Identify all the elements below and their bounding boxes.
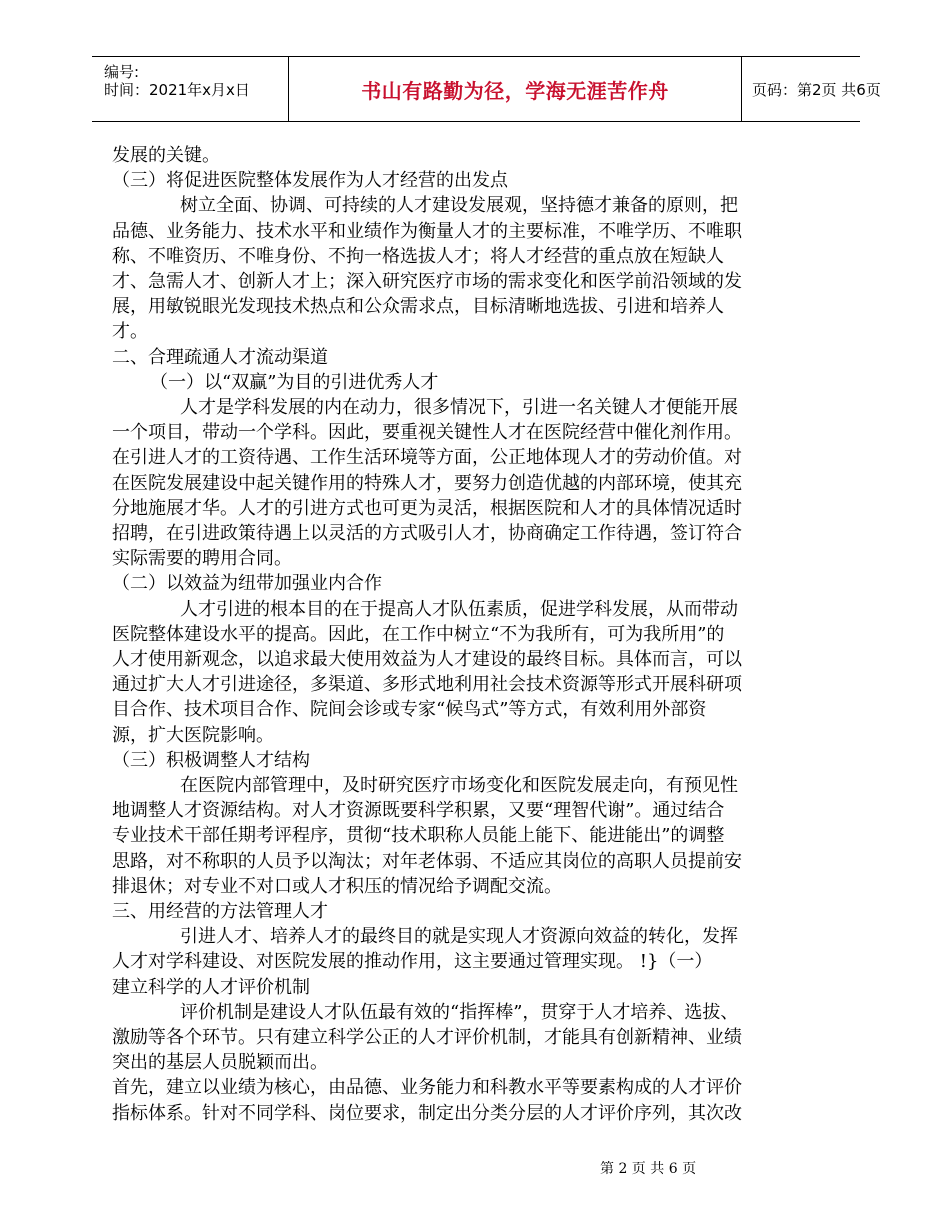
body-line: （三）积极调整人才结构 bbox=[112, 750, 310, 771]
body-line: 三、用经营的方法管理人才 bbox=[112, 901, 328, 922]
page-footer: 第 2 页 共 6 页 bbox=[600, 1161, 697, 1177]
body-line: 目合作、技术项目合作、院间会诊或专家“候鸟式”等方式，有效利用外部资 bbox=[112, 699, 707, 720]
body-line: （二）以效益为纽带加强业内合作 bbox=[112, 573, 382, 594]
body-line: 才、急需人才、创新人才上；深入研究医疗市场的需求变化和医学前沿领域的发 bbox=[112, 271, 742, 292]
header-center bbox=[288, 57, 742, 121]
body-line: 地调整人才资源结构。对人才资源既要科学积累，又要“理智代谢”。通过结合 bbox=[112, 800, 725, 821]
body-line: 称、不唯资历、不唯身份、不拘一格选拔人才；将人才经营的重点放在短缺人 bbox=[112, 246, 724, 267]
body-line: （三）将促进医院整体发展作为人才经营的出发点 bbox=[112, 170, 508, 191]
body-line: 建立科学的人才评价机制 bbox=[112, 977, 310, 998]
body-line: 专业技术干部任期考评程序，贯彻“技术职称人员能上能下、能进能出”的调整 bbox=[112, 825, 725, 846]
body-line: 树立全面、协调、可持续的人才建设发展观，坚持德才兼备的原则，把 bbox=[180, 195, 738, 216]
body-line: 展，用敏锐眼光发现技术热点和公众需求点，目标清晰地选拔、引进和培养人 bbox=[112, 296, 724, 317]
document-number-label: 编号: bbox=[104, 63, 140, 81]
body-line: 人才对学科建设、对医院发展的推动作用，这主要通过管理实现。 !}（一） bbox=[112, 951, 713, 972]
page-header bbox=[92, 56, 881, 122]
body-line: 分地施展才华。人才的引进方式也可更为灵活，根据医院和人才的具体情况适时 bbox=[112, 498, 742, 519]
body-line: 首先，建立以业绩为核心，由品德、业务能力和科教水平等要素构成的人才评价 bbox=[112, 1077, 742, 1098]
body-line: 指标体系。针对不同学科、岗位要求，制定出分类分层的人才评价序列，其次改 bbox=[112, 1103, 742, 1124]
body-line: 在医院发展建设中起关键作用的特殊人才，要努力创造优越的内部环境，使其充 bbox=[112, 473, 742, 494]
body-line: 人才引进的根本目的在于提高人才队伍素质，促进学科发展，从而带动 bbox=[180, 599, 738, 620]
body-line: 思路，对不称职的人员予以淘汰；对年老体弱、不适应其岗位的高职人员提前安 bbox=[112, 851, 742, 872]
body-line: 通过扩大人才引进途径，多渠道、多形式地利用社会技术资源等形式开展科研项 bbox=[112, 674, 742, 695]
header-left bbox=[92, 57, 292, 121]
body-line: （一）以“双赢”为目的引进优秀人才 bbox=[150, 372, 439, 393]
header-right bbox=[740, 57, 881, 121]
page-number-label: 页码：第2页 共6页 bbox=[752, 80, 881, 99]
body-line: 突出的基层人员脱颖而出。 bbox=[112, 1052, 328, 1073]
body-line: 人才是学科发展的内在动力，很多情况下，引进一名关键人才便能开展 bbox=[180, 397, 738, 418]
header-motto: 书山有路勤为径，学海无涯苦作舟 bbox=[361, 78, 669, 103]
body-line: 评价机制是建设人才队伍最有效的“指挥棒”，贯穿于人才培养、选拔、 bbox=[180, 1002, 739, 1023]
date-label: 时间：2021年x月x日 bbox=[104, 81, 250, 99]
body-line: 在医院内部管理中，及时研究医疗市场变化和医院发展走向，有预见性 bbox=[180, 775, 738, 796]
body-line: 源，扩大医院影响。 bbox=[112, 725, 274, 746]
body-line: 二、合理疏通人才流动渠道 bbox=[112, 347, 328, 368]
body-line: 品德、业务能力、技术水平和业绩作为衡量人才的主要标准，不唯学历、不唯职 bbox=[112, 221, 742, 242]
body-line: 招聘，在引进政策待遇上以灵活的方式吸引人才，协商确定工作待遇，签订符合 bbox=[112, 523, 742, 544]
body-line: 引进人才、培养人才的最终目的就是实现人才资源向效益的转化，发挥 bbox=[180, 926, 738, 947]
body-line: 在引进人才的工资待遇、工作生活环境等方面，公正地体现人才的劳动价值。对 bbox=[112, 447, 742, 468]
body-line: 一个项目，带动一个学科。因此，要重视关键性人才在医院经营中催化剂作用。 bbox=[112, 422, 742, 443]
body-line: 医院整体建设水平的提高。因此，在工作中树立“不为我所有，可为我所用”的 bbox=[112, 624, 725, 645]
body-line: 发展的关键。 bbox=[112, 145, 220, 166]
body-line: 实际需要的聘用合同。 bbox=[112, 548, 292, 569]
body-line: 人才使用新观念，以追求最大使用效益为人才建设的最终目标。具体而言，可以 bbox=[112, 649, 742, 670]
body-line: 才。 bbox=[112, 321, 148, 342]
body-line: 排退休；对专业不对口或人才积压的情况给予调配交流。 bbox=[112, 876, 562, 897]
body-line: 激励等各个环节。只有建立科学公正的人才评价机制，才能具有创新精神、业绩 bbox=[112, 1027, 742, 1048]
